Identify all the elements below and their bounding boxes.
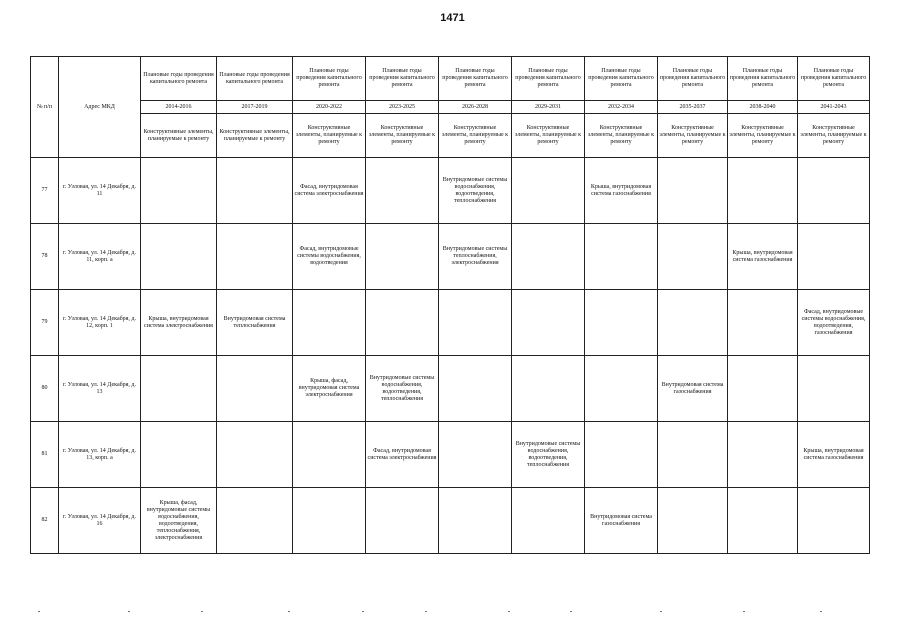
repair-elements-cell: Внутридомовая система газоснабжения [658, 356, 728, 422]
address-cell: г. Узловая, ул. 14 Декабря, д. 13, корп. а [59, 422, 141, 488]
row-number-cell: 80 [31, 356, 59, 422]
repair-elements-cell [293, 488, 366, 554]
repair-elements-cell [217, 158, 293, 224]
period-label-cell: Плановые годы проведения капитального ремонта [798, 57, 870, 101]
address-cell: г. Узловая, ул. 14 Декабря, д. 12, корп. 1 [59, 290, 141, 356]
repair-elements-cell [798, 356, 870, 422]
repair-elements-cell [512, 224, 585, 290]
address-cell: г. Узловая, ул. 14 Декабря, д. 13 [59, 356, 141, 422]
repair-elements-cell [585, 356, 658, 422]
period-years-cell: 2023-2025 [366, 101, 439, 114]
repair-elements-cell [658, 224, 728, 290]
repair-elements-cell [217, 422, 293, 488]
repair-elements-cell [585, 290, 658, 356]
repair-elements-cell [439, 290, 512, 356]
repair-elements-cell [141, 422, 217, 488]
repair-elements-cell: Фасад, внутридомовые системы водоснабжения, водоотведения, газоснабжения [798, 290, 870, 356]
table-row [31, 290, 870, 356]
repair-elements-cell [798, 224, 870, 290]
page-number: 1471 [440, 12, 465, 24]
repair-elements-cell [658, 422, 728, 488]
period-label-cell: Плановые годы проведения капитального ремонта [366, 57, 439, 101]
header-row-periods [31, 57, 870, 101]
period-label-cell: Плановые годы проведения капитального ремонта [439, 57, 512, 101]
repair-elements-cell [439, 356, 512, 422]
repair-elements-cell [512, 290, 585, 356]
period-years-cell: 2032-2034 [585, 101, 658, 114]
repair-elements-cell [658, 290, 728, 356]
period-label-cell: Плановые годы проведения капитального ремонта [512, 57, 585, 101]
capital-repair-table [30, 56, 870, 554]
repair-elements-cell [585, 422, 658, 488]
repair-elements-cell: Крыша, внутридомовая система газоснабжения [728, 224, 798, 290]
repair-elements-cell [585, 224, 658, 290]
repair-elements-cell: Фасад, внутридомовые системы водоснабжения, водоотведения [293, 224, 366, 290]
repair-elements-cell: Крыша, внутридомовая система газоснабжения [798, 422, 870, 488]
repair-elements-cell [141, 356, 217, 422]
repair-elements-cell: Крыша, внутридомовая система газоснабжения [585, 158, 658, 224]
repair-elements-cell [439, 488, 512, 554]
period-label-cell: Плановые годы проведения капитального ремонта [293, 57, 366, 101]
elements-label-cell: Конструктивные элементы, планируемые к ремонту [728, 114, 798, 158]
elements-label-cell: Конструктивные элементы, планируемые к ремонту [293, 114, 366, 158]
repair-elements-cell: Крыша, фасад, внутридомовые системы водоснабжения, водоотведения, теплоснабжения, электроснабжения [141, 488, 217, 554]
table-row [31, 356, 870, 422]
repair-elements-cell [798, 488, 870, 554]
address-cell: г. Узловая, ул. 14 Декабря, д. 16 [59, 488, 141, 554]
period-label-cell: Плановые годы проведения капитального ремонта [217, 57, 293, 101]
period-years-cell: 2026-2028 [439, 101, 512, 114]
repair-elements-cell: Внутридомовые системы теплоснабжения, электроснабжения [439, 224, 512, 290]
table-row [31, 158, 870, 224]
repair-elements-cell [512, 488, 585, 554]
repair-elements-cell [366, 488, 439, 554]
elements-label-cell: Конструктивные элементы, планируемые к ремонту [366, 114, 439, 158]
period-label-cell: Плановые годы проведения капитального ремонта [728, 57, 798, 101]
repair-elements-cell: Внутридомовая система теплоснабжения [217, 290, 293, 356]
column-header-number: № п/п [31, 57, 59, 158]
period-years-cell: 2038-2040 [728, 101, 798, 114]
repair-elements-cell [141, 158, 217, 224]
row-number-cell: 81 [31, 422, 59, 488]
period-label-cell: Плановые годы проведения капитального ремонта [658, 57, 728, 101]
repair-elements-cell [728, 158, 798, 224]
repair-elements-cell: Внутридомовые системы водоснабжения, водоотведения, теплоснабжения [512, 422, 585, 488]
table-row [31, 224, 870, 290]
repair-elements-cell [512, 356, 585, 422]
repair-elements-cell [512, 158, 585, 224]
elements-label-cell: Конструктивные элементы, планируемые к ремонту [141, 114, 217, 158]
repair-elements-cell: Фасад, внутридомовая система электроснабжения [293, 158, 366, 224]
address-cell: г. Узловая, ул. 14 Декабря, д. 11 [59, 158, 141, 224]
repair-elements-cell: Внутридомовые системы водоснабжения, водоотведения, теплоснабжения [439, 158, 512, 224]
repair-elements-cell: Внутридомовая система газоснабжения [585, 488, 658, 554]
period-years-cell: 2020-2022 [293, 101, 366, 114]
repair-elements-cell [293, 290, 366, 356]
scan-specks [30, 608, 869, 616]
period-label-cell: Плановые годы проведения капитального ремонта [141, 57, 217, 101]
repair-elements-cell [658, 488, 728, 554]
repair-elements-cell [217, 224, 293, 290]
repair-elements-cell: Крыша, внутридомовая система электроснабжения [141, 290, 217, 356]
elements-label-cell: Конструктивные элементы, планируемые к ремонту [798, 114, 870, 158]
repair-elements-cell [658, 158, 728, 224]
table-row [31, 488, 870, 554]
column-header-address: Адрес МКД [59, 57, 141, 158]
repair-elements-cell [366, 224, 439, 290]
repair-elements-cell [439, 422, 512, 488]
elements-label-cell: Конструктивные элементы, планируемые к ремонту [658, 114, 728, 158]
repair-elements-cell [366, 158, 439, 224]
repair-elements-cell [728, 290, 798, 356]
repair-elements-cell: Внутридомовые системы водоснабжения, водоотведения, теплоснабжения [366, 356, 439, 422]
period-years-cell: 2041-2043 [798, 101, 870, 114]
row-number-cell: 78 [31, 224, 59, 290]
row-number-cell: 79 [31, 290, 59, 356]
repair-elements-cell: Фасад, внутридомовая система электроснабжения [366, 422, 439, 488]
repair-elements-cell [728, 422, 798, 488]
repair-elements-cell [293, 422, 366, 488]
repair-elements-cell [798, 158, 870, 224]
header-row-years [31, 101, 870, 114]
repair-elements-cell [728, 356, 798, 422]
elements-label-cell: Конструктивные элементы, планируемые к ремонту [217, 114, 293, 158]
repair-elements-cell [366, 290, 439, 356]
repair-elements-cell [141, 224, 217, 290]
period-years-cell: 2017-2019 [217, 101, 293, 114]
period-label-cell: Плановые годы проведения капитального ремонта [585, 57, 658, 101]
elements-label-cell: Конструктивные элементы, планируемые к ремонту [439, 114, 512, 158]
period-years-cell: 2029-2031 [512, 101, 585, 114]
repair-elements-cell [217, 488, 293, 554]
period-years-cell: 2014-2016 [141, 101, 217, 114]
address-cell: г. Узловая, ул. 14 Декабря, д. 11, корп. а [59, 224, 141, 290]
repair-elements-cell [217, 356, 293, 422]
period-years-cell: 2035-2037 [658, 101, 728, 114]
repair-elements-cell: Крыша, фасад, внутридомовая система электроснабжения [293, 356, 366, 422]
elements-label-cell: Конструктивные элементы, планируемые к ремонту [512, 114, 585, 158]
elements-label-cell: Конструктивные элементы, планируемые к ремонту [585, 114, 658, 158]
row-number-cell: 82 [31, 488, 59, 554]
header-row-elements [31, 114, 870, 158]
table-row [31, 422, 870, 488]
repair-elements-cell [728, 488, 798, 554]
row-number-cell: 77 [31, 158, 59, 224]
